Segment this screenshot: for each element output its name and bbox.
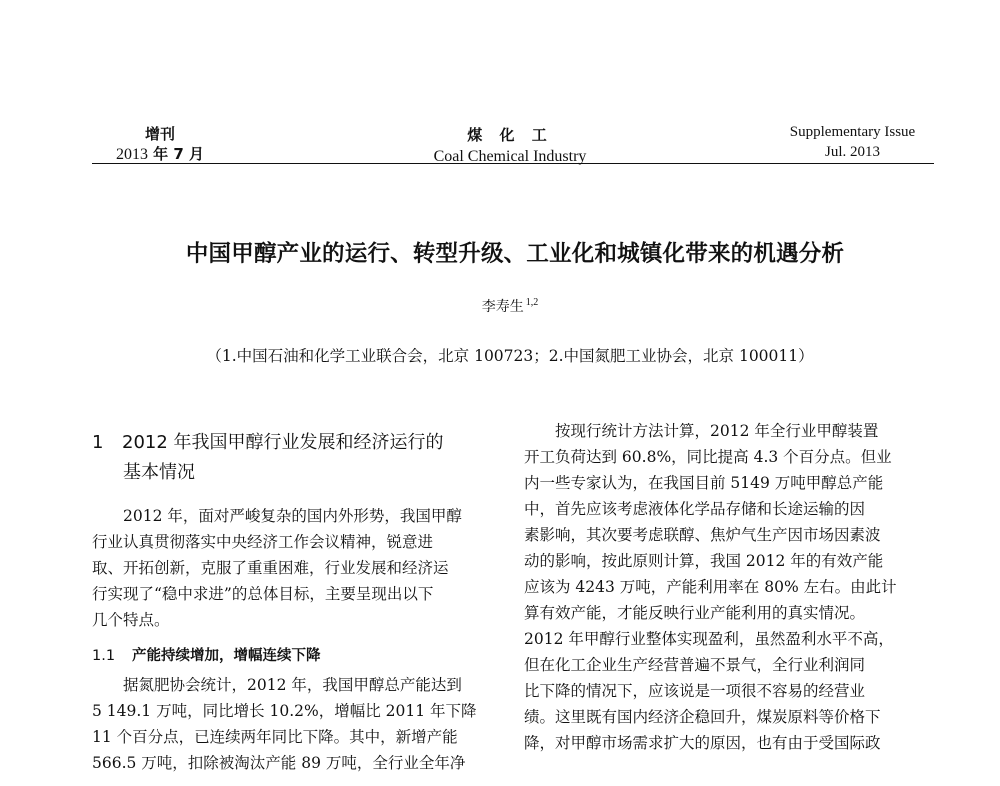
header-date-year: 2013 <box>115 146 148 163</box>
paragraph-line: 绩。这里既有国内经济企稳回升，煤炭原料等价格下 <box>524 708 881 726</box>
section-number: 1 <box>92 432 104 453</box>
section-heading-line2: 基本情况 <box>123 462 195 483</box>
paragraph-line: 行业认真贯彻落实中央经济工作会议精神，锐意进 <box>92 533 434 551</box>
header-issue-en: Supplementary Issue <box>789 124 916 140</box>
paragraph-line: 但在化工企业生产经营普遍不景气，全行业利润同 <box>524 656 866 674</box>
paragraph-line: 开工负荷达到 60.8%，同比提高 4.3 个百分点。但业 <box>524 448 892 466</box>
section-heading <box>92 428 516 488</box>
paragraph-line: 566.5 万吨，扣除被淘汰产能 89 万吨，全行业全年净 <box>92 754 466 772</box>
paragraph-line: 据氮肥协会统计，2012 年，我国甲醇总产能达到 <box>92 676 462 694</box>
header-date <box>100 144 220 165</box>
section-paragraph-1 <box>92 503 516 633</box>
paragraph-line: 按现行统计方法计算，2012 年全行业甲醇装置 <box>524 422 879 440</box>
journal-name-en: Coal Chemical Industry <box>433 148 587 165</box>
subsection-title: 产能持续增加，增幅连续下降 <box>132 648 321 664</box>
header-date-rest: 年 7 月 <box>147 145 205 163</box>
section-heading-line1: 2012 年我国甲醇行业发展和经济运行的 <box>122 432 444 453</box>
paragraph-line: 比下降的情况下，应该说是一项很不容易的经营业 <box>524 682 866 700</box>
author-superscript: 1,2 <box>525 297 539 308</box>
paragraph-line: 2012 年，面对严峻复杂的国内外形势，我国甲醇 <box>92 507 462 525</box>
paragraph-line: 降，对甲醇市场需求扩大的原因，也有由于受国际政 <box>524 734 881 752</box>
paragraph-line: 算有效产能，才能反映行业产能利用的真实情况。 <box>524 604 866 622</box>
right-column-text <box>524 418 948 756</box>
paragraph-line: 5 149.1 万吨，同比增长 10.2%，增幅比 2011 年下降 <box>92 702 477 720</box>
paragraph-line: 2012 年甲醇行业整体实现盈利，虽然盈利水平不高， <box>524 630 894 648</box>
article-title: 中国甲醇产业的运行、转型升级、工业化和城镇化带来的机遇分析 <box>185 241 845 267</box>
author-name: 李寿生 <box>481 299 524 315</box>
paragraph-line: 中，首先应该考虑液体化学品存储和长途运输的因 <box>524 500 866 518</box>
subsection-heading <box>92 645 516 667</box>
paragraph-line: 动的影响，按此原则计算，我国 2012 年的有效产能 <box>524 552 884 570</box>
paragraph-line: 素影响，其次要考虑联醇、焦炉气生产因市场因素波 <box>524 526 881 544</box>
section-paragraph-2 <box>92 672 516 776</box>
paragraph-line: 行实现了“稳中求进”的总体目标，主要呈现出以下 <box>92 585 434 603</box>
paragraph-line: 应该为 4243 万吨，产能利用率在 80% 左右。由此计 <box>524 578 897 596</box>
header-left <box>100 124 220 165</box>
journal-name-cn: 煤 化 工 <box>467 126 553 144</box>
header-journal <box>400 124 620 168</box>
header-right <box>770 122 935 162</box>
header-rule <box>92 163 934 164</box>
header-issue-label: 增刊 <box>144 125 175 143</box>
paragraph-line: 取、开拓创新，克服了重重困难，行业发展和经济运 <box>92 559 449 577</box>
paragraph-line: 内一些专家认为，在我国目前 5149 万吨甲醇总产能 <box>524 474 884 492</box>
author <box>440 296 580 316</box>
paragraph-line: 11 个百分点，已连续两年同比下降。其中，新增产能 <box>92 728 458 746</box>
subsection-number: 1.1 <box>92 648 116 664</box>
affiliation: （1.中国石油和化学工业联合会，北京 100723；2.中国氮肥工业协会，北京 100011） <box>206 347 814 365</box>
paragraph-line: 几个特点。 <box>92 611 170 629</box>
header-date-en: Jul. 2013 <box>824 144 880 160</box>
